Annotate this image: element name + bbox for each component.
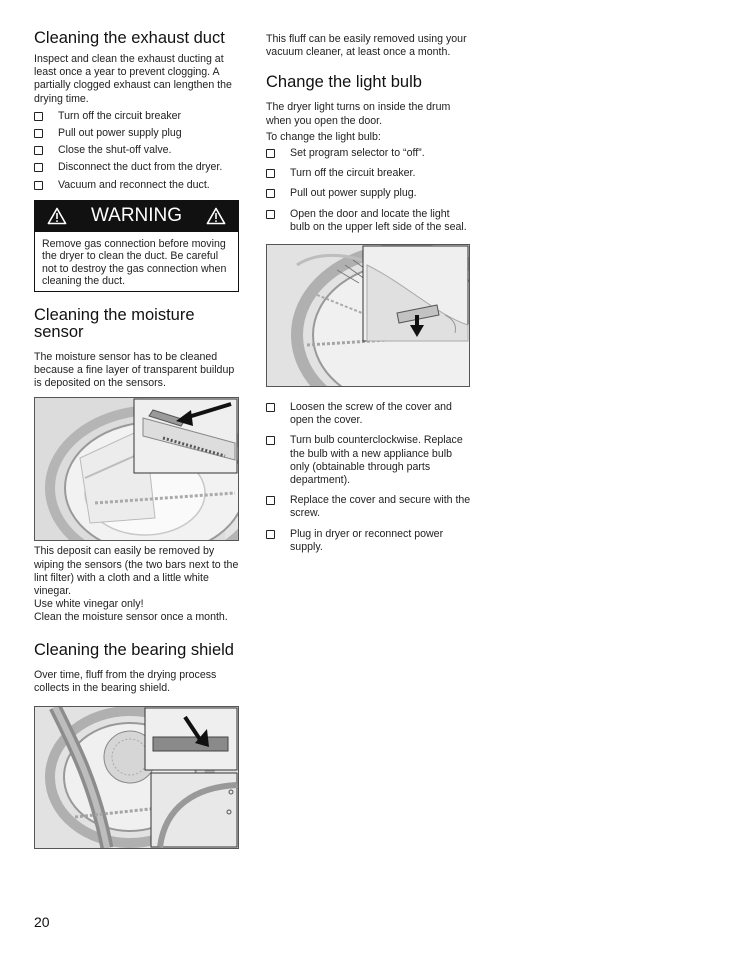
exhaust-heading: Cleaning the exhaust duct <box>34 29 225 47</box>
list-item: Close the shut-off valve. <box>34 144 239 157</box>
checkbox-icon <box>34 163 43 172</box>
list-item: Pull out power supply plug. <box>266 187 472 200</box>
bearing-continued-text: This fluff can be easily removed using your vacuum cleaner, at least once a month. <box>266 33 467 59</box>
right-column <box>266 33 472 554</box>
warning-text: Remove gas connection before moving the dryer to clean the duct. Be careful not to destroy the gas connection when cleaning the duct. <box>42 237 227 288</box>
warning-triangle-icon <box>206 207 226 225</box>
list-item: Replace the cover and secure with the screw. <box>266 494 472 520</box>
moisture-intro: The moisture sensor has to be cleaned because a fine layer of transparent buildup is deposited on the sensors. <box>34 350 235 390</box>
light-bulb-heading: Change the light bulb <box>266 73 422 92</box>
light-bulb-steps-list-b <box>266 401 472 554</box>
list-item: Turn off the circuit breaker <box>34 110 239 123</box>
light-bulb-steps-list-a <box>266 147 472 234</box>
checkbox-icon <box>34 181 43 190</box>
list-item: Pull out power supply plug <box>34 127 239 140</box>
exhaust-steps-list <box>34 110 239 192</box>
moisture-after-2: Use white vinegar only! <box>34 598 144 611</box>
checkbox-icon <box>266 149 275 158</box>
checkbox-icon <box>34 129 43 138</box>
warning-header <box>35 201 238 232</box>
page-number: 20 <box>34 914 50 930</box>
checkbox-icon <box>266 403 275 412</box>
light-bulb-illustration <box>266 244 470 387</box>
moisture-sensor-illustration <box>34 397 239 541</box>
list-item: Loosen the screw of the cover and open the cover. <box>266 401 472 427</box>
checkbox-icon <box>266 169 275 178</box>
list-item: Vacuum and reconnect the duct. <box>34 179 239 192</box>
list-item: Set program selector to “off”. <box>266 147 472 160</box>
list-item: Turn off the circuit breaker. <box>266 167 472 180</box>
light-bulb-intro: The dryer light turns on inside the drum when you open the door. <box>266 101 451 127</box>
warning-title: WARNING <box>90 205 183 227</box>
checkbox-icon <box>34 112 43 121</box>
checkbox-icon <box>266 189 275 198</box>
bearing-shield-illustration <box>34 706 239 849</box>
list-item: Turn bulb counterclockwise. Replace the bulb with a new appliance bulb only (obtainable through parts department). <box>266 434 472 487</box>
checkbox-icon <box>266 210 275 219</box>
checkbox-icon <box>266 436 275 445</box>
list-item: Open the door and locate the light bulb on the upper left side of the seal. <box>266 208 472 234</box>
list-item: Plug in dryer or reconnect power supply. <box>266 528 472 554</box>
checkbox-icon <box>34 146 43 155</box>
light-bulb-lead: To change the light bulb: <box>266 130 381 143</box>
moisture-after-1: This deposit can easily be removed by wiping the sensors (the two bars next to the lint filter) with a cloth and a little white vinegar. <box>34 545 239 598</box>
checkbox-icon <box>266 530 275 539</box>
bearing-intro: Over time, fluff from the drying process collects in the bearing shield. <box>34 668 217 694</box>
exhaust-intro: Inspect and clean the exhaust ducting at least once a year to prevent clogging. A partially clogged exhaust can lengthen the drying time. <box>34 53 232 105</box>
bearing-heading: Cleaning the bearing shield <box>34 640 234 659</box>
list-item: Disconnect the duct from the dryer. <box>34 161 239 174</box>
moisture-heading: Cleaning the moisture sensor <box>34 305 195 341</box>
warning-triangle-icon <box>47 207 67 225</box>
checkbox-icon <box>266 496 275 505</box>
left-column <box>34 30 239 849</box>
warning-box <box>34 200 239 292</box>
moisture-after-3: Clean the moisture sensor once a month. <box>34 611 228 624</box>
